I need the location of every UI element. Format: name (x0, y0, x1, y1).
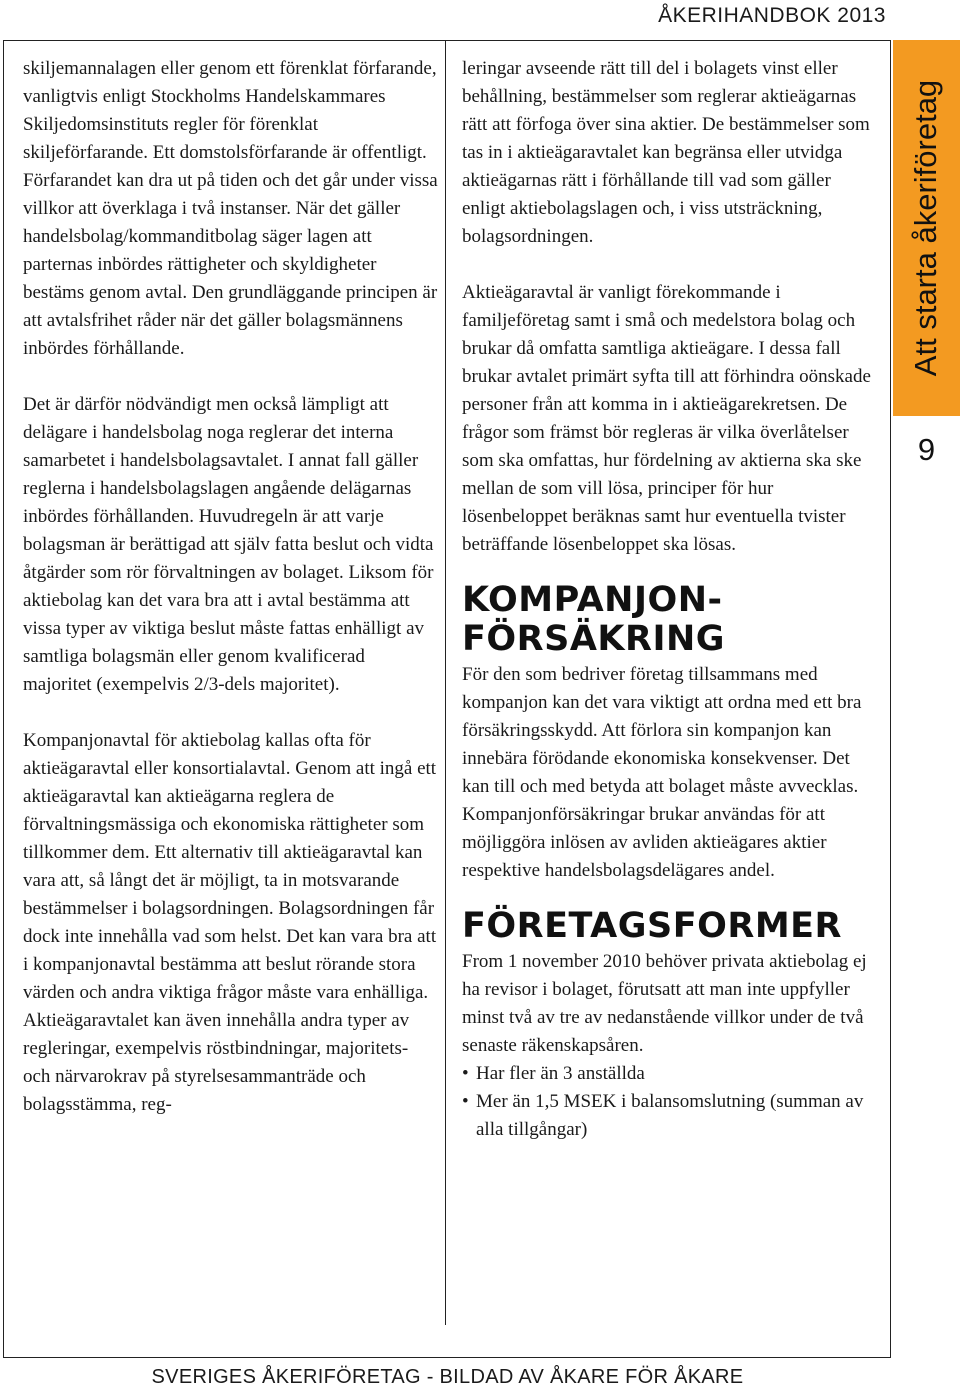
section-heading-kompanjonforsakring (462, 581, 877, 659)
section-tab-label: Att starta åkeriföretag (908, 79, 943, 377)
footer-slogan: SVERIGES ÅKERIFÖRETAG - BILDAD AV ÅKARE FÖR ÅKARE (151, 1366, 744, 1388)
body-paragraph: skiljemannalagen eller genom ett förenklat förfarande, vanligtvis enligt Stockholms Handelskammares Skiljedomsinstituts regler för förenklat skiljeförfarande. Ett domstolsförfarande är offentligt. Förfarandet kan dra ut på tiden och det går under vissa villkor att överklaga i två instanser. När det gäller handelsbolag/kommanditbolag säger lagen att parternas inbördes rättigheter och skyldigheter bestäms genom avtal. Den grundläggande principen är att avtalsfrihet råder när det gäller bolagsmännens inbördes förhållande. (23, 58, 438, 359)
frame-bottom-rule (3, 1357, 891, 1358)
body-paragraph: För den som bedriver företag tillsammans med kompanjon kan det vara viktigt att ordna med ett bra försäkringsskydd. Att förlora sin kompanjon kan innebära förödande ekonomiska konsekvenser. Det kan till och med betyda att bolaget måste avvecklas. Kompanjonförsäkringar brukar användas för att möjliggöra inlösen av avliden aktieägares aktier respektive handelsbolagsdelägares andel. (462, 664, 862, 881)
page-number: 9 (917, 432, 936, 467)
heading-line: FÖRSÄKRING (462, 619, 726, 659)
body-paragraph: Aktieägaravtal är vanligt förekommande i familjeföretag samt i små och medelstora bolag och brukar då omfatta samtliga aktieägare. I dessa fall brukar avtalet primärt syfta till att förhindra oönskade personer från att komma in i aktieägarekretsen. De frågor som främst bör regleras är vilka överlåtelser som ska omfattas, hur fördelning av aktierna ska ske mellan de som vill lösa, principer för hur lösenbeloppet beräknas samt hur eventuella tvister beträffande lösenbeloppet ska lösas. (462, 282, 871, 555)
right-column (462, 55, 877, 1144)
heading-line: KOMPANJON- (462, 580, 723, 620)
body-paragraph: Kompanjonavtal för aktiebolag kallas ofta för aktieägaravtal eller konsortialavtal. Genom att ingå ett aktieägaravtal kan aktieägarna reglera de förvaltningsmässiga och ekonomiska rättigheter som tillkommer dem. Ett alternativ till aktieägaravtal kan vara att, så långt det är möjligt, ta in motsvarande bestämmelser i bolagsordningen. Bolagsordningen får dock inte innehålla vad som helst. Det kan vara bra att i kompanjonavtal bestämma att beslut rörande stora värden och andra viktiga frågor måste vara enhälliga. Aktieägaravtalet kan även innehålla andra typer av regleringar, exempelvis röstbindningar, majoritets- och närvarokrav på styrelsesammanträde och bolagsstämma, reg- (23, 730, 437, 1115)
column-divider (445, 40, 446, 1325)
running-header: ÅKERIHANDBOK 2013 (658, 4, 886, 27)
frame-right-rule (890, 40, 891, 1357)
body-paragraph: From 1 november 2010 behöver privata aktiebolag ej ha revisor i bolaget, förutsatt att man inte uppfyller minst två av tre av nedanstående villkor under de två senaste räkenskapsåren. (462, 951, 867, 1056)
left-column (23, 55, 438, 1119)
frame-left-rule (3, 40, 4, 1357)
list-item: • Har fler än 3 anställda (462, 1060, 877, 1088)
condition-list (462, 1060, 877, 1144)
section-heading-foretagsformer: FÖRETAGSFORMER (462, 906, 843, 946)
body-paragraph: leringar avseende rätt till del i bolagets vinst eller behållning, bestämmelser som reglerar aktieägarnas rätt att förfoga över sina aktier. De bestämmelser som tas in i aktieägaravtalet kan begränsa eller utvidga aktieägarnas rätt i förhållande till vad som gäller enligt aktiebolagslagen och, i viss utsträckning, bolagsordningen. (462, 58, 870, 247)
frame-top-rule (3, 40, 891, 41)
list-item: • Mer än 1,5 MSEK i balansomslutning (summan av alla tillgångar) (462, 1088, 877, 1144)
body-paragraph: Det är därför nödvändigt men också lämpligt att delägare i handelsbolag noga reglerar det interna samarbetet i handelsbolagsavtalet. I annat fall gäller reglerna i handelsbolagslagen angående delägarnas inbördes förhållanden. Huvudregeln är att varje bolagsman är berättigad att själv fatta beslut och vidta åtgärder som rör förvaltningen av bolaget. Liksom för aktiebolag kan det vara bra att i avtal bestämma att vissa typer av viktiga beslut måste fattas enhälligt av samtliga bolagsmän eller genom kvalificerad majoritet (exempelvis 2/3-dels majoritet). (23, 394, 434, 695)
